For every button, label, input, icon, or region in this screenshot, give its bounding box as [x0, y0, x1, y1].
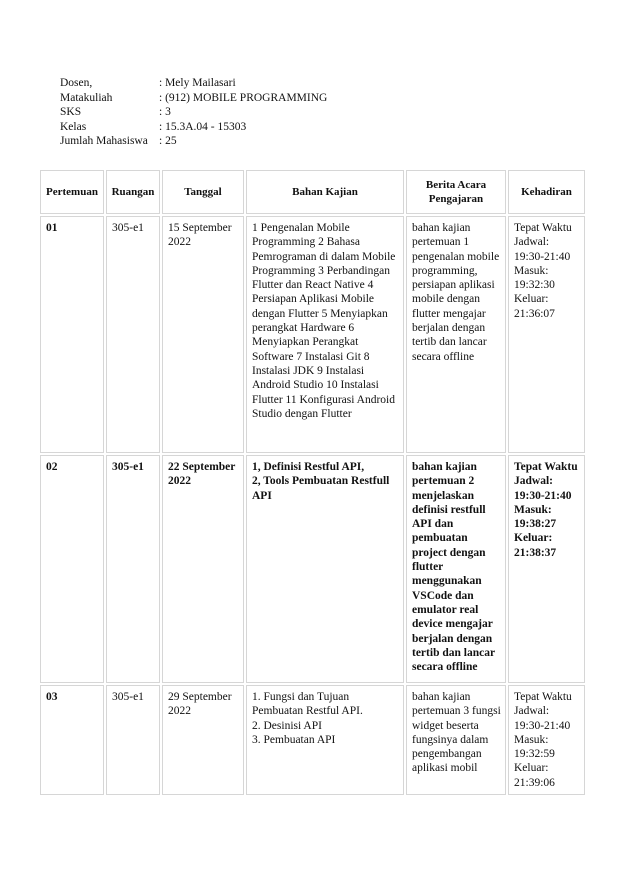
info-row-jumlah-mahasiswa	[60, 134, 327, 149]
info-value: : 15.3A.04 - 15303	[159, 120, 247, 133]
info-label: Dosen,	[60, 77, 93, 89]
bahan-line: 1, Definisi Restful API,	[252, 461, 365, 473]
info-row-sks	[60, 105, 327, 120]
cell-bahan-kajian	[246, 685, 404, 795]
bahan-line: 1 Pengenalan Mobile Programming 2 Bahasa Pemrograman di dalam Mobile Programming 3 Perbandingan Flutter dan React Native 4 Persiapan Aplikasi Mobile dengan Flutter 5 Menyiapkan perangkat Hardware 6 Menyiapkan Perangkat Software 7 Instalasi Git 8 Instalasi JDK 9 Instalasi Android Studio 10 Instalasi Flutter 11 Konfigurasi Android Studio dengan Flutter	[252, 222, 396, 420]
info-value: : (912) MOBILE PROGRAMMING	[159, 91, 328, 104]
info-label: Jumlah Mahasiswa	[60, 135, 148, 147]
cell-pertemuan: 03	[40, 685, 104, 795]
bahan-line: 3. Pembuatan API	[252, 733, 336, 746]
bahan-line: 1. Fungsi dan Tujuan Pembuatan Restful API.	[252, 691, 363, 718]
cell-berita-acara: bahan kajian pertemuan 2 menjelaskan definisi restfull API dan pembuatan project dengan flutter menggunakan VSCode dan emulator real device mengajar berjalan dengan tertib dan lancar secara offline	[406, 455, 506, 683]
cell-kehadiran: Tepat Waktu Jadwal: 19:30-21:40 Masuk: 19:32:59 Keluar: 21:39:06	[508, 685, 585, 795]
cell-kehadiran: Tepat Waktu Jadwal: 19:30-21:40 Masuk: 19:38:27 Keluar: 21:38:37	[508, 455, 585, 683]
course-info	[60, 76, 327, 149]
table-row	[40, 216, 585, 453]
table-row	[40, 685, 585, 795]
cell-bahan-kajian	[246, 216, 404, 453]
info-label: Matakuliah	[60, 91, 113, 104]
cell-berita-acara: bahan kajian pertemuan 1 pengenalan mobile programming, persiapan aplikasi mobile dengan flutter mengajar berjalan dengan tertib dan lancar secara offline	[406, 216, 506, 453]
header-bahan-kajian: Bahan Kajian	[246, 170, 404, 214]
header-kehadiran: Kehadiran	[508, 170, 585, 214]
info-value: : Mely Mailasari	[159, 77, 236, 89]
header-tanggal: Tanggal	[162, 170, 244, 214]
info-row-matakuliah	[60, 91, 327, 106]
bahan-line: 2, Tools Pembuatan Restfull API	[252, 475, 390, 502]
info-value: : 3	[159, 106, 171, 118]
table-header-row	[40, 170, 585, 214]
info-row-dosen	[60, 76, 327, 91]
teaching-journal-table	[38, 168, 587, 797]
cell-bahan-kajian	[246, 455, 404, 683]
cell-ruangan: 305-e1	[106, 685, 160, 795]
info-row-kelas	[60, 120, 327, 135]
cell-tanggal: 15 September 2022	[162, 216, 244, 453]
bahan-line: 2. Desinisi API	[252, 719, 322, 732]
cell-pertemuan: 01	[40, 216, 104, 453]
header-pertemuan: Pertemuan	[40, 170, 104, 214]
info-label: SKS	[60, 106, 82, 118]
cell-ruangan: 305-e1	[106, 455, 160, 683]
cell-kehadiran: Tepat Waktu Jadwal: 19:30-21:40 Masuk: 19:32:30 Keluar: 21:36:07	[508, 216, 585, 453]
header-ruangan: Ruangan	[106, 170, 160, 214]
info-label: Kelas	[60, 120, 87, 133]
cell-pertemuan: 02	[40, 455, 104, 683]
table-row	[40, 455, 585, 683]
cell-ruangan: 305-e1	[106, 216, 160, 453]
cell-tanggal: 22 September 2022	[162, 455, 244, 683]
cell-berita-acara: bahan kajian pertemuan 3 fungsi widget beserta fungsinya dalam pengembangan aplikasi mobil	[406, 685, 506, 795]
info-value: : 25	[159, 135, 177, 147]
cell-tanggal: 29 September 2022	[162, 685, 244, 795]
header-berita-acara: Berita Acara Pengajaran	[406, 170, 506, 214]
